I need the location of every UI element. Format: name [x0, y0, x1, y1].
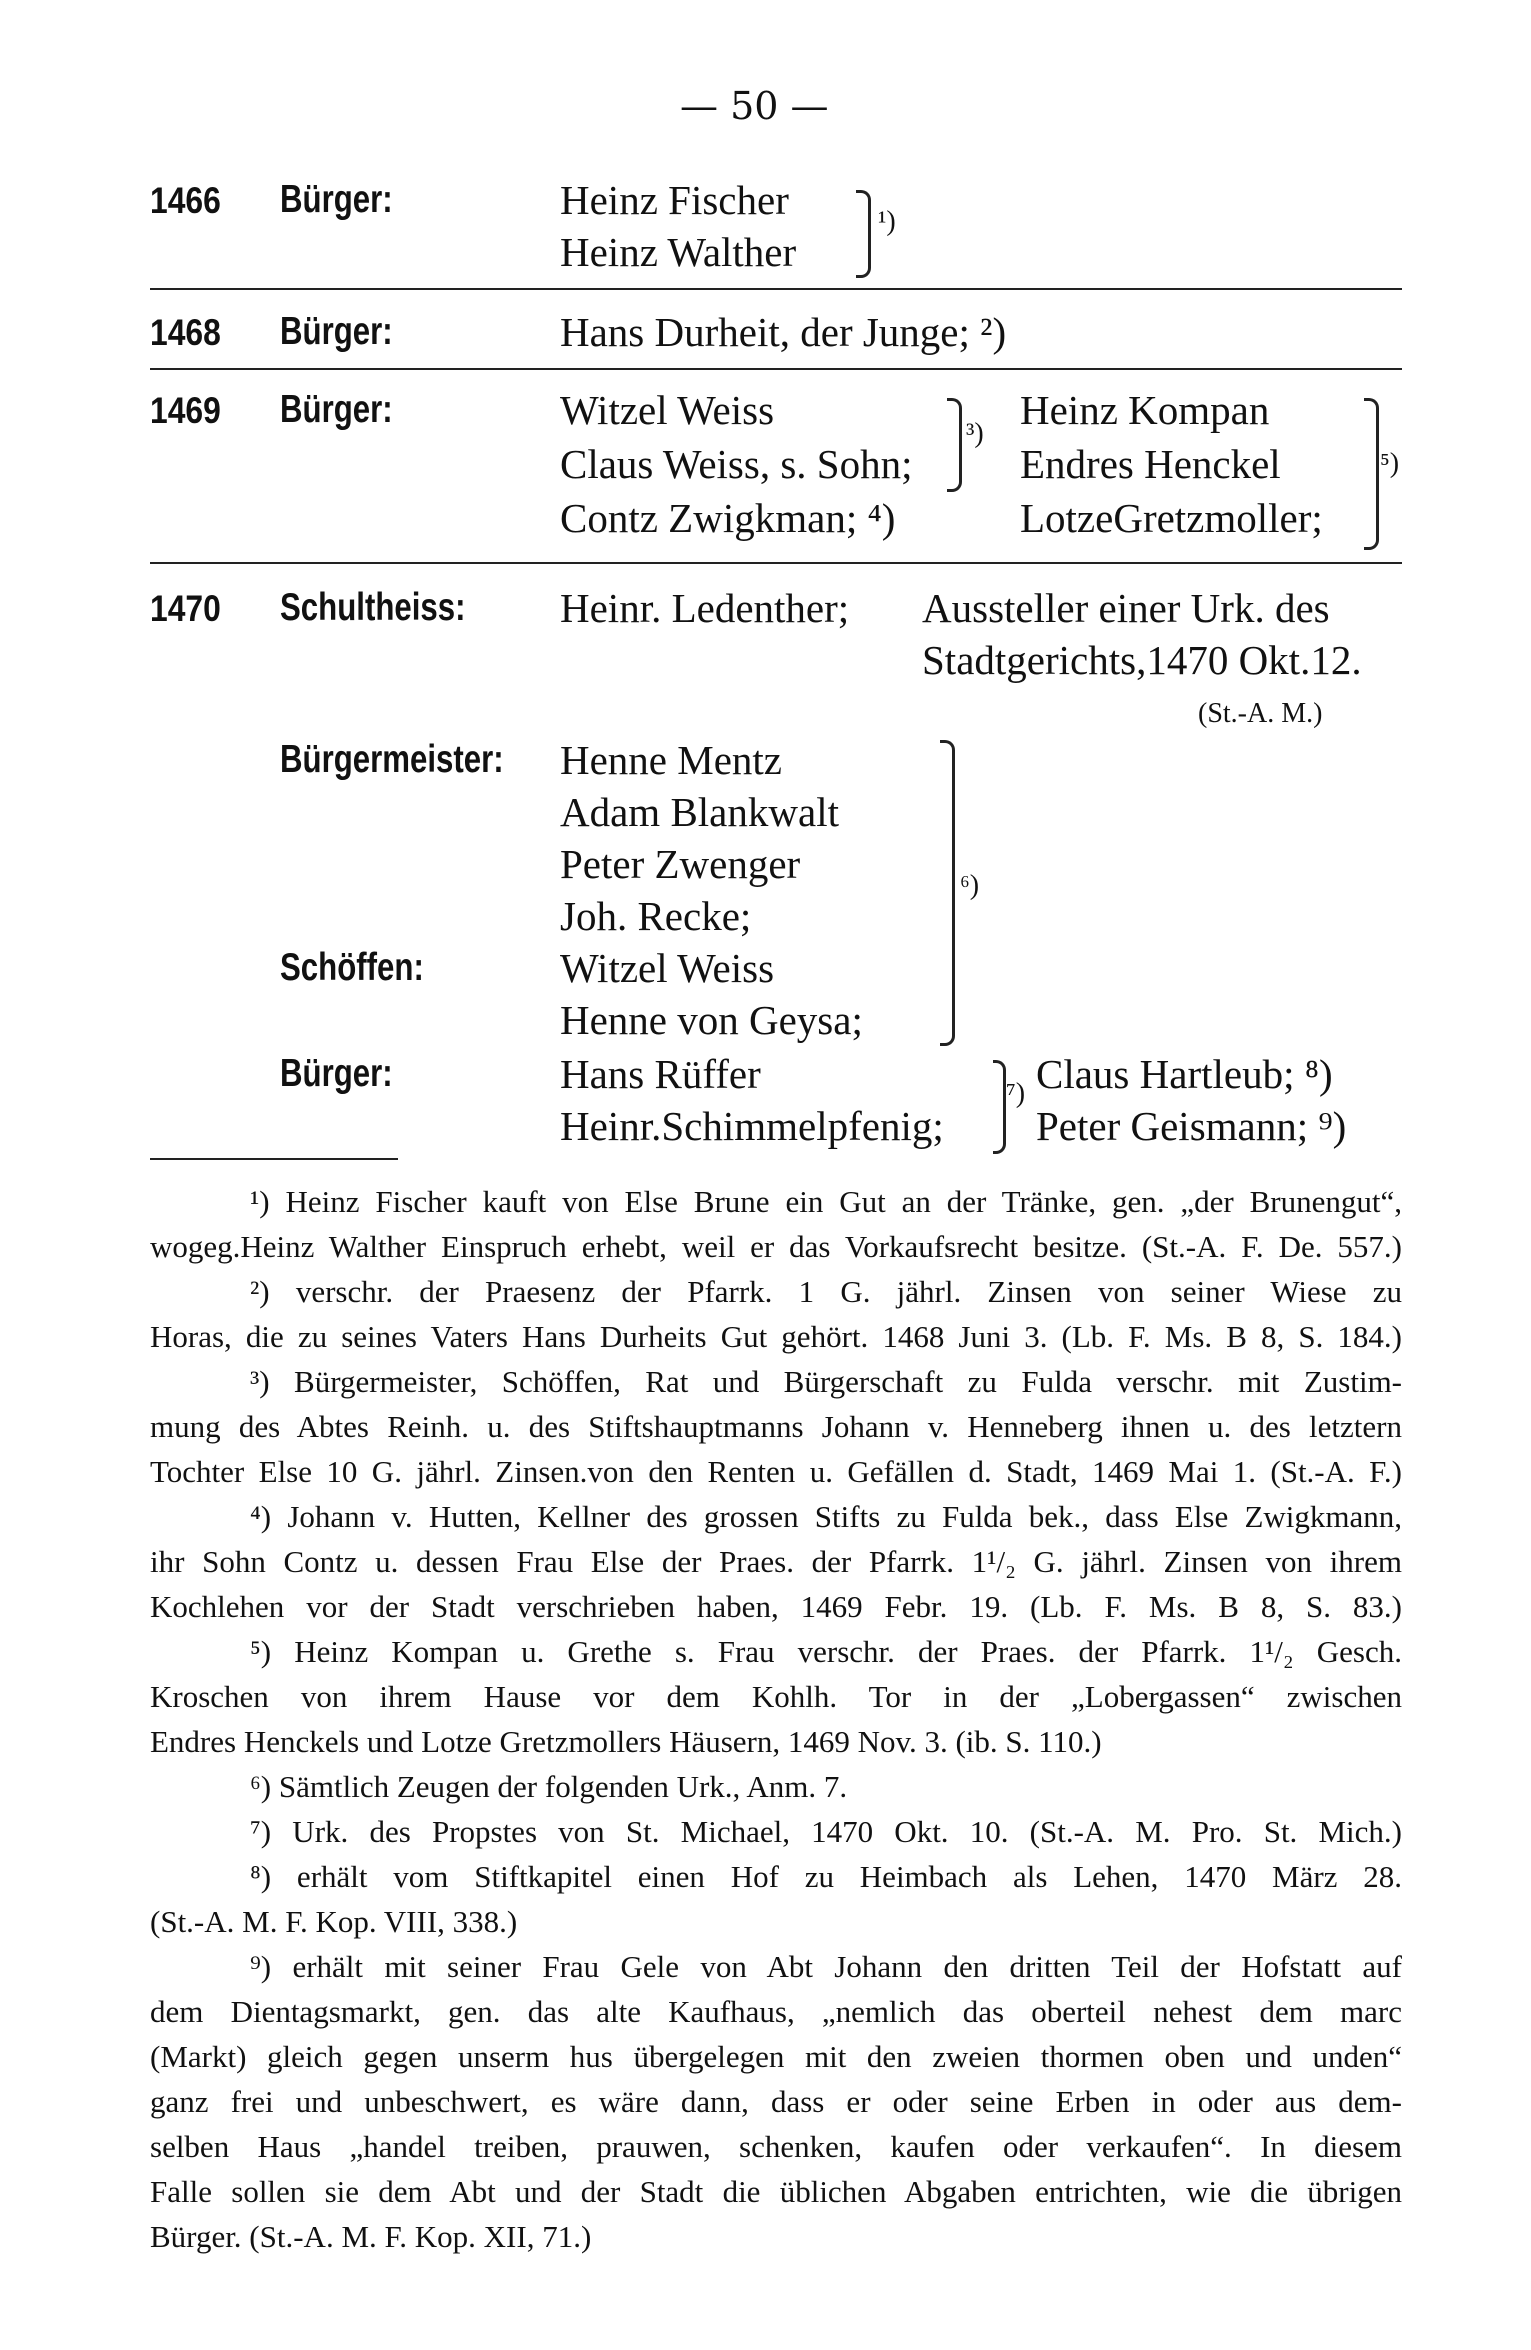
footnote-line: wogeg.Heinz Walther Einspruch erhebt, weil er das Vorkaufsrecht besitze. (St.-A. F. De. 557.) — [150, 1229, 1402, 1264]
footnote-line: ⁷) Urk. des Propstes von St. Michael, 1470 Okt. 10. (St.-A. M. Pro. St. Mich.) — [250, 1814, 1402, 1849]
name-peter-geismann: Peter Geismann; ⁹) — [1036, 1103, 1347, 1149]
footnote-line: Horas, die zu seines Vaters Hans Durheits Gut gehört. 1468 Juni 3. (Lb. F. Ms. B 8, S. 184.) — [150, 1319, 1402, 1354]
role-buerger-1466: Bürger: — [280, 178, 393, 221]
divider-1466 — [150, 288, 1402, 290]
schultheiss-source: (St.-A. M.) — [1198, 698, 1323, 729]
footnote-line: selben Haus „handel treiben, prauwen, schenken, kaufen oder verkaufen“. In diesem — [150, 2129, 1402, 2164]
divider-1469 — [150, 562, 1402, 564]
name-peter-zwenger: Peter Zwenger — [560, 841, 801, 887]
schultheiss-desc-line2: Stadtgerichts,1470 Okt.12. — [922, 637, 1362, 683]
note-ref-7: ⁷) — [1006, 1078, 1026, 1109]
footnote-line: ⁴) Johann v. Hutten, Kellner des grossen Stifts zu Fulda bek., dass Else Zwigkmann, — [250, 1499, 1402, 1534]
footnote-line: ⁶) Sämtlich Zeugen der folgenden Urk., Anm. 7. — [250, 1769, 848, 1804]
year-1466: 1466 — [150, 180, 221, 221]
name-hans-rueffer: Hans Rüffer — [560, 1051, 761, 1097]
name-heinz-walther: Heinz Walther — [560, 229, 797, 275]
brace-1466 — [856, 190, 871, 278]
name-lotze-gretzmoller: LotzeGretzmoller; — [1020, 495, 1323, 541]
note-ref-1: ¹) — [878, 206, 896, 237]
footnote-line: ³) Bürgermeister, Schöffen, Rat und Bürgerschaft zu Fulda verschr. mit Zustim- — [250, 1364, 1402, 1399]
name-claus-weiss: Claus Weiss, s. Sohn; — [560, 441, 913, 487]
name-adam-blankwalt: Adam Blankwalt — [560, 789, 839, 835]
name-hans-durheit: Hans Durheit, der Junge; ²) — [560, 309, 1007, 355]
footnote-line: (Markt) gleich gegen unserm hus übergelegen mit den zweien thormen oben und unden“ — [150, 2039, 1402, 2074]
name-joh-recke: Joh. Recke; — [560, 893, 752, 939]
footnote-line: ⁹) erhält mit seiner Frau Gele von Abt Johann den dritten Teil der Hofstatt auf — [250, 1949, 1402, 1984]
name-heinz-fischer: Heinz Fischer — [560, 177, 789, 223]
footnote-line: ²) verschr. der Praesenz der Pfarrk. 1 G. jährl. Zinsen von seiner Wiese zu — [250, 1274, 1402, 1309]
page-number: — 50 — — [680, 84, 829, 128]
footnote-line: ganz frei und unbeschwert, es wäre dann, dass er oder seine Erben in oder aus dem- — [150, 2084, 1402, 2119]
name-contz-zwigkman: Contz Zwigkman; ⁴) — [560, 495, 896, 541]
footnote-line: Tochter Else 10 G. jährl. Zinsen.von den Renten u. Gefällen d. Stadt, 1469 Mai 1. (St.-A. F.) — [150, 1454, 1402, 1489]
footnote-line: dem Dientagsmarkt, gen. das alte Kaufhaus, „nemlich das oberteil nehest dem marc — [150, 1994, 1402, 2029]
name-henne-mentz: Henne Mentz — [560, 737, 782, 783]
footnote-line: ⁵) Heinz Kompan u. Grethe s. Frau verschr. der Praes. der Pfarrk. 1¹/₂ Gesch. — [250, 1634, 1402, 1669]
brace-1469-left — [947, 398, 962, 492]
role-schoeffen: Schöffen: — [280, 946, 424, 989]
name-endres-henckel: Endres Henckel — [1020, 441, 1281, 487]
name-claus-hartleub: Claus Hartleub; ⁸) — [1036, 1051, 1333, 1097]
name-witzel-weiss-1469: Witzel Weiss — [560, 387, 775, 433]
name-henne-von-geysa: Henne von Geysa; — [560, 997, 863, 1043]
footnote-separator — [150, 1158, 398, 1160]
schultheiss-desc-line1: Aussteller einer Urk. des — [922, 585, 1330, 631]
year-1470: 1470 — [150, 588, 221, 629]
footnote-line: Bürger. (St.-A. M. F. Kop. XII, 71.) — [150, 2219, 592, 2254]
footnote-line: Endres Henckels und Lotze Gretzmollers Häusern, 1469 Nov. 3. (ib. S. 110.) — [150, 1724, 1102, 1759]
name-witzel-weiss-1470: Witzel Weiss — [560, 945, 775, 991]
note-ref-5: ⁵) — [1380, 448, 1400, 479]
footnote-line: mung des Abtes Reinh. u. des Stiftshauptmanns Johann v. Henneberg ihnen u. des letztern — [150, 1409, 1402, 1444]
footnote-line: ⁸) erhält vom Stiftkapitel einen Hof zu Heimbach als Lehen, 1470 März 28. — [250, 1859, 1402, 1894]
role-buergermeister: Bürgermeister: — [280, 738, 504, 781]
brace-1470-group — [940, 740, 955, 1046]
role-buerger-1468: Bürger: — [280, 310, 393, 353]
footnote-line: Kochlehen vor der Stadt verschrieben haben, 1469 Febr. 19. (Lb. F. Ms. B 8, S. 83.) — [150, 1589, 1402, 1624]
footnote-line: ihr Sohn Contz u. dessen Frau Else der Praes. der Pfarrk. 1¹/₂ G. jährl. Zinsen von ihrem — [150, 1544, 1402, 1579]
role-buerger-1470: Bürger: — [280, 1052, 393, 1095]
brace-1469-right — [1364, 398, 1379, 550]
footnote-line: (St.-A. M. F. Kop. VIII, 338.) — [150, 1904, 518, 1939]
role-buerger-1469: Bürger: — [280, 388, 393, 431]
role-schultheiss: Schultheiss: — [280, 586, 466, 629]
name-heinz-kompan: Heinz Kompan — [1020, 387, 1270, 433]
footnote-line: ¹) Heinz Fischer kauft von Else Brune ein Gut an der Tränke, gen. „der Brunengut“, — [250, 1184, 1402, 1219]
footnote-line: Kroschen von ihrem Hause vor dem Kohlh. Tor in der „Lobergassen“ zwischen — [150, 1679, 1402, 1714]
year-1468: 1468 — [150, 312, 221, 353]
name-heinr-schimmelpfenig: Heinr.Schimmelpfenig; — [560, 1103, 944, 1149]
year-1469: 1469 — [150, 390, 221, 431]
brace-1470-buerger — [993, 1060, 1006, 1154]
name-heinr-ledenther: Heinr. Ledenther; — [560, 585, 850, 631]
note-ref-6: ⁶) — [960, 870, 980, 901]
footnote-line: Falle sollen sie dem Abt und der Stadt die üblichen Abgaben entrichten, wie die übrigen — [150, 2174, 1402, 2209]
note-ref-3: ³) — [966, 418, 984, 449]
divider-1468 — [150, 368, 1402, 370]
